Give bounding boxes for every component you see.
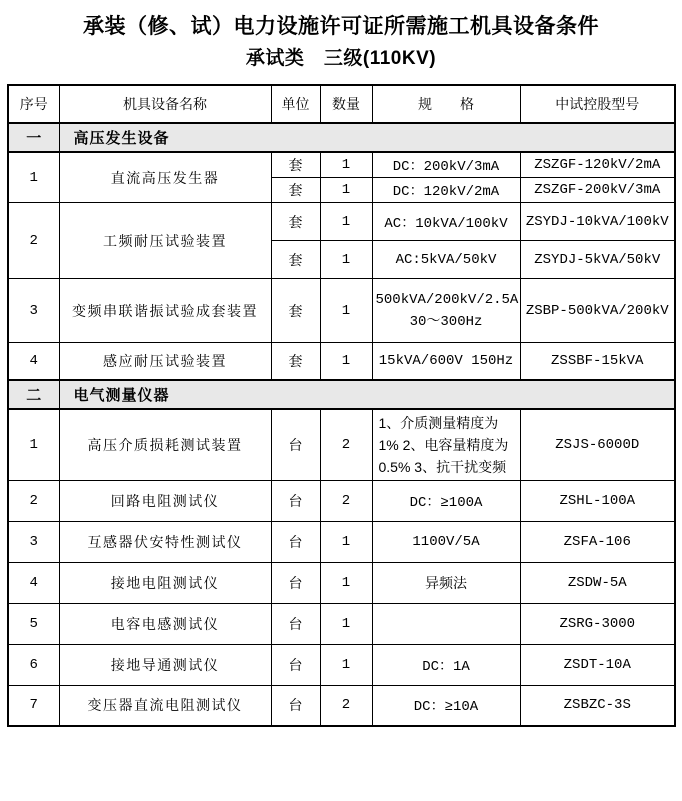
unit-cell: 台 xyxy=(271,562,320,603)
unit-cell: 台 xyxy=(271,409,320,481)
serial-cell: 7 xyxy=(8,685,59,726)
spec-cell: 1100V/5A xyxy=(372,521,520,562)
unit-cell: 套 xyxy=(271,343,320,380)
spec-line: 30～300Hz xyxy=(409,313,483,330)
name-cell: 高压介质损耗测试装置 xyxy=(59,409,271,481)
serial-cell: 5 xyxy=(8,603,59,644)
name-cell: 回路电阻测试仪 xyxy=(59,480,271,521)
spec-cell: 异频法 xyxy=(372,562,520,603)
table-row xyxy=(8,521,675,562)
qty-cell: 2 xyxy=(320,409,372,481)
column-header-unit: 单位 xyxy=(271,85,320,123)
serial-cell: 6 xyxy=(8,644,59,685)
serial-cell: 2 xyxy=(8,203,59,279)
spec-cell xyxy=(372,409,520,481)
qty-cell: 2 xyxy=(320,685,372,726)
model-cell: ZSHL-100A xyxy=(520,480,675,521)
spec-cell: AC:5kVA/50kV xyxy=(372,241,520,279)
spec-cell: DC：120kV/2mA xyxy=(372,178,520,203)
serial-cell: 1 xyxy=(8,409,59,481)
page-title: 承装（修、试）电力设施许可证所需施工机具设备条件 xyxy=(83,15,599,38)
spec-line: 0.5% 3、抗干扰变频 xyxy=(378,458,507,475)
spec-cell: DC：200kV/3mA xyxy=(372,152,520,178)
qty-cell: 1 xyxy=(320,203,372,241)
unit-cell: 台 xyxy=(271,603,320,644)
column-header-qty: 数量 xyxy=(320,85,372,123)
spec-cell: 15kVA/600V 150Hz xyxy=(372,343,520,380)
name-cell: 电容电感测试仪 xyxy=(59,603,271,644)
unit-cell: 台 xyxy=(271,644,320,685)
model-cell: ZSSBF-15kVA xyxy=(520,343,675,380)
table-row xyxy=(8,603,675,644)
unit-cell: 套 xyxy=(271,279,320,343)
serial-cell: 1 xyxy=(8,152,59,203)
qty-cell: 2 xyxy=(320,480,372,521)
spec-cell xyxy=(372,279,520,343)
serial-cell: 4 xyxy=(8,343,59,380)
table-row xyxy=(8,685,675,726)
qty-cell: 1 xyxy=(320,279,372,343)
name-cell: 变频串联谐振试验成套装置 xyxy=(59,279,271,343)
section-row-2 xyxy=(8,380,675,409)
serial-cell: 3 xyxy=(8,279,59,343)
table-row xyxy=(8,644,675,685)
name-cell: 接地电阻测试仪 xyxy=(59,562,271,603)
name-cell: 感应耐压试验装置 xyxy=(59,343,271,380)
model-cell: ZSJS-6000D xyxy=(520,409,675,481)
spec-line: 1% 2、电容量精度为 xyxy=(378,436,509,453)
table-row xyxy=(8,480,675,521)
table-row xyxy=(8,343,675,380)
unit-cell: 套 xyxy=(271,152,320,178)
qty-cell: 1 xyxy=(320,603,372,644)
serial-cell: 2 xyxy=(8,480,59,521)
serial-cell: 4 xyxy=(8,562,59,603)
qty-cell: 1 xyxy=(320,521,372,562)
spec-line: 500kVA/200kV/2.5A xyxy=(375,291,519,308)
model-cell: ZSYDJ-10kVA/100kV xyxy=(520,203,675,241)
spec-cell: DC：≥100A xyxy=(372,480,520,521)
model-cell: ZSZGF-200kV/3mA xyxy=(520,178,675,203)
name-cell: 变压器直流电阻测试仪 xyxy=(59,685,271,726)
spec-cell xyxy=(372,603,520,644)
spec-cell: DC：1A xyxy=(372,644,520,685)
qty-cell: 1 xyxy=(320,178,372,203)
model-cell: ZSRG-3000 xyxy=(520,603,675,644)
column-header-spec: 规 格 xyxy=(372,85,520,123)
spec-cell: AC：10kVA/100kV xyxy=(372,203,520,241)
table-row xyxy=(8,409,675,481)
table-row xyxy=(8,203,675,241)
page-subtitle: 承试类 三级(110KV) xyxy=(245,48,437,69)
table-row xyxy=(8,562,675,603)
model-cell: ZSDW-5A xyxy=(520,562,675,603)
column-header-name: 机具设备名称 xyxy=(59,85,271,123)
unit-cell: 套 xyxy=(271,178,320,203)
section-title: 电气测量仪器 xyxy=(59,380,675,409)
unit-cell: 台 xyxy=(271,480,320,521)
section-number: 二 xyxy=(8,380,59,409)
qty-cell: 1 xyxy=(320,152,372,178)
unit-cell: 套 xyxy=(271,203,320,241)
section-title: 高压发生设备 xyxy=(59,123,675,152)
qty-cell: 1 xyxy=(320,241,372,279)
name-cell: 工频耐压试验装置 xyxy=(59,203,271,279)
model-cell: ZSBZC-3S xyxy=(520,685,675,726)
column-header-serial: 序号 xyxy=(8,85,59,123)
model-cell: ZSDT-10A xyxy=(520,644,675,685)
qty-cell: 1 xyxy=(320,343,372,380)
model-cell: ZSBP-500kVA/200kV xyxy=(520,279,675,343)
name-cell: 接地导通测试仪 xyxy=(59,644,271,685)
section-row-1 xyxy=(8,123,675,152)
qty-cell: 1 xyxy=(320,562,372,603)
qty-cell: 1 xyxy=(320,644,372,685)
model-cell: ZSFA-106 xyxy=(520,521,675,562)
section-number: 一 xyxy=(8,123,59,152)
table-row xyxy=(8,152,675,178)
unit-cell: 台 xyxy=(271,685,320,726)
unit-cell: 台 xyxy=(271,521,320,562)
column-header-model: 中试控股型号 xyxy=(520,85,675,123)
equipment-table xyxy=(7,84,676,727)
model-cell: ZSYDJ-5kVA/50kV xyxy=(520,241,675,279)
serial-cell: 3 xyxy=(8,521,59,562)
table-header-row xyxy=(8,85,675,123)
spec-line: 1、介质测量精度为 xyxy=(378,414,499,431)
name-cell: 互感器伏安特性测试仪 xyxy=(59,521,271,562)
name-cell: 直流高压发生器 xyxy=(59,152,271,203)
spec-cell: DC：≥10A xyxy=(372,685,520,726)
unit-cell: 套 xyxy=(271,241,320,279)
model-cell: ZSZGF-120kV/2mA xyxy=(520,152,675,178)
table-row xyxy=(8,279,675,343)
